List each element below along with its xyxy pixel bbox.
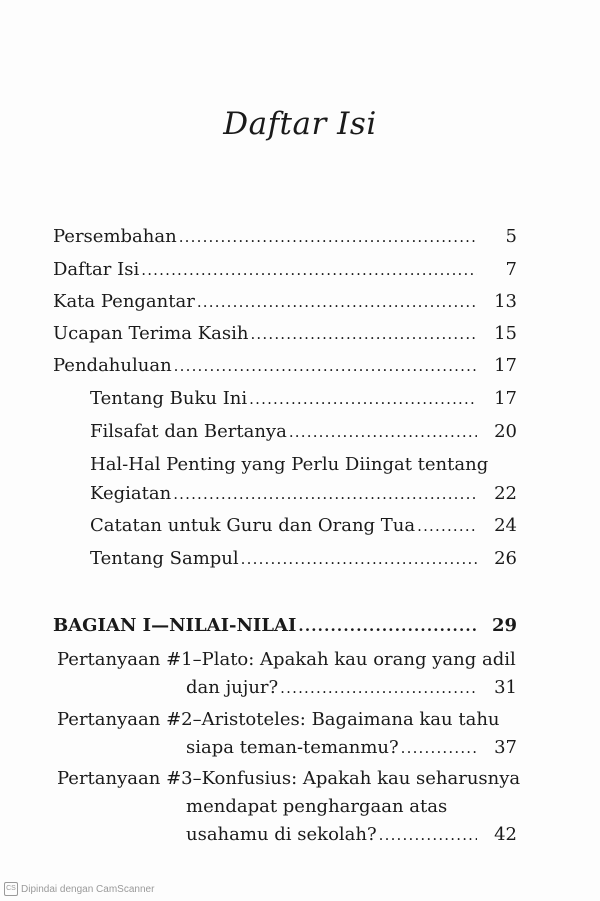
toc-entry-label-line1: Pertanyaan #1–Plato: Apakah kau orang yang adil xyxy=(57,649,516,670)
toc-entry-label-line2: Kegiatan xyxy=(90,483,172,504)
toc-entry-label-line1: Pertanyaan #3–Konfusius: Apakah kau seharusnya xyxy=(57,768,521,789)
dot-leader xyxy=(250,320,477,348)
toc-entry-label-line2: siapa teman-temanmu? xyxy=(186,737,399,758)
toc-entry-label-line2: dan jujur? xyxy=(186,677,279,698)
camscanner-icon: CS xyxy=(4,882,18,896)
dot-leader xyxy=(241,545,477,573)
dot-leader xyxy=(179,223,477,251)
toc-entry-label-line3: usahamu di sekolah? xyxy=(186,824,377,845)
toc-entry-label: Catatan untuk Guru dan Orang Tua xyxy=(90,515,416,536)
toc-entry-label: Tentang Sampul xyxy=(90,548,239,569)
dot-leader xyxy=(417,512,477,540)
toc-entry xyxy=(53,288,517,316)
dot-leader xyxy=(141,256,477,284)
toc-page-number: 7 xyxy=(505,259,517,280)
toc-page-number: 31 xyxy=(494,677,517,698)
toc-subentry xyxy=(90,480,517,508)
toc-entry-label: Filsafat dan Bertanya xyxy=(90,421,287,442)
toc-entry-label: Persembahan xyxy=(53,226,177,247)
toc-subentry xyxy=(90,545,517,573)
toc-entry-label: Daftar Isi xyxy=(53,259,140,280)
dot-leader xyxy=(289,418,477,446)
toc-page-number: 22 xyxy=(494,483,517,504)
toc-page-number: 13 xyxy=(494,291,517,312)
watermark-text: Dipindai dengan CamScanner xyxy=(21,883,155,895)
toc-entry xyxy=(53,223,517,251)
toc-subentry xyxy=(90,385,517,413)
toc-entry-label: Pendahuluan xyxy=(53,355,172,376)
page-title: Daftar Isi xyxy=(223,106,377,142)
toc-page-number: 15 xyxy=(494,323,517,344)
toc-page-number: 24 xyxy=(494,515,517,536)
toc-section-label: BAGIAN I—NILAI-NILAI xyxy=(53,615,297,636)
dot-leader xyxy=(298,612,477,640)
toc-page-number: 26 xyxy=(494,548,517,569)
toc-page-number: 42 xyxy=(494,824,517,845)
toc-page-number: 20 xyxy=(494,421,517,442)
toc-page-number: 29 xyxy=(491,615,517,636)
toc-entry xyxy=(186,821,517,849)
toc-page-number: 37 xyxy=(494,737,517,758)
toc-entry-label: Tentang Buku Ini xyxy=(90,388,248,409)
toc-page-number: 5 xyxy=(505,226,517,247)
toc-entry-label-line1: Pertanyaan #2–Aristoteles: Bagaimana kau tahu xyxy=(57,709,500,730)
toc-entry-label: Kata Pengantar xyxy=(53,291,195,312)
dot-leader xyxy=(401,734,477,762)
toc-subentry xyxy=(90,418,517,446)
dot-leader xyxy=(173,480,477,508)
dot-leader xyxy=(249,385,477,413)
toc-entry-label-line1: Hal-Hal Penting yang Perlu Diingat tentang xyxy=(90,454,489,475)
dot-leader xyxy=(280,674,477,702)
toc-entry xyxy=(186,734,517,762)
dot-leader xyxy=(379,821,477,849)
toc-entry xyxy=(53,256,517,284)
toc-entry-label-line2: mendapat penghargaan atas xyxy=(186,796,448,817)
toc-entry xyxy=(186,674,517,702)
toc-entry xyxy=(53,320,517,348)
toc-entry-label: Ucapan Terima Kasih xyxy=(53,323,249,344)
toc-section-heading xyxy=(53,612,517,640)
toc-page-number: 17 xyxy=(494,388,517,409)
toc-page-number: 17 xyxy=(494,355,517,376)
dot-leader xyxy=(174,352,477,380)
toc-entry xyxy=(53,352,517,380)
scanner-watermark xyxy=(4,882,154,896)
dot-leader xyxy=(197,288,477,316)
toc-subentry xyxy=(90,512,517,540)
